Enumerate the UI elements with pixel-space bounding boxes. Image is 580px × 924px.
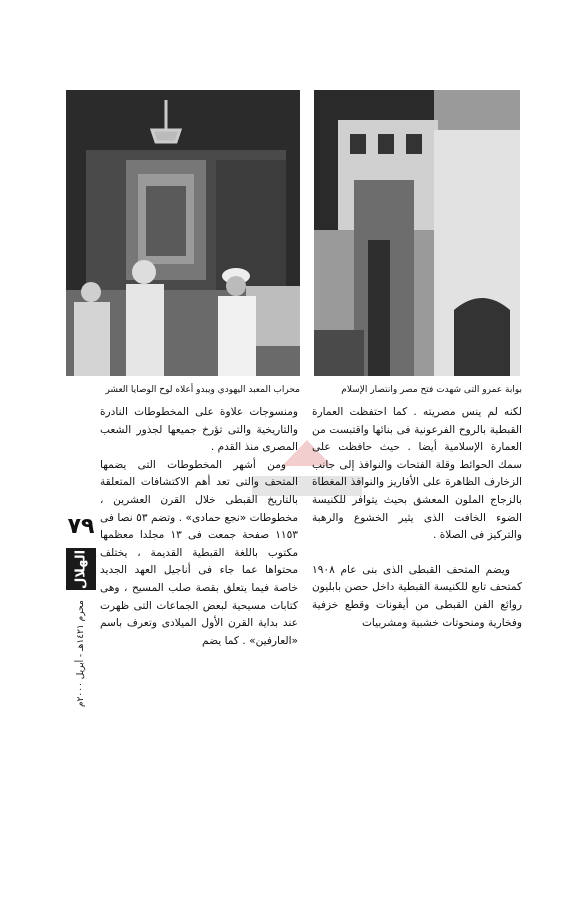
- paragraph: ومنسوجات علاوة على المخطوطات النادرة والتاريخية والتى تؤرخ جميعها لجذور الشعب المصرى منذ القدم .: [100, 406, 298, 454]
- synagogue-altar-photo: [66, 90, 300, 376]
- article-right-column: [312, 404, 522, 632]
- right-photo-caption: بوابة عمرو التى شهدت فتح مصر وانتصار الإسلام: [341, 385, 522, 395]
- left-photo-caption: محراب المعبد اليهودي ويبدو أعلاه لوح الوصايا العشر: [105, 385, 300, 395]
- article-left-column: [100, 404, 298, 650]
- paragraph: لكنه لم ينس مصريته . كما احتفظت العمارة القبطية بالروح الفرعونية فى بنائها واقتبست من العمارة الإسلامية أيضا . حيث حافظت على سمك الحوائط وقلة الفتحات والنوافذ إلى جانب الزخارف الظاهرة على الأفاريز والنوافذ المغطاة بالزجاج الملون المعشق بحيث يتوافر للكنيسة الضوء الخافت الذى يثير الخشوع والرهبة والتركيز فى الصلاة .: [312, 406, 522, 542]
- amr-gate-photo: [314, 90, 520, 376]
- paragraph: ومن أشهر المخطوطات التى يضمها المتحف والتى تعد أهم الاكتشافات المتعلقة بالتاريخ القبطى خلال القرن العشرين ، مخطوطات «نجع حمادى» . وتضم ٥٣ نصا فى ١١٥٣ صفحة جمعت فى ١٣ مجلدا معظمها مكتوب باللغة القبطية القديمة ، يختلف محتواها عما جاء فى أناجيل العهد الجديد خاصة فيما يتعلق بقصة صلب المسيح ، وهى كتابات مسيحية لبعض الجماعات التى ظهرت عند بداية القرن الأول الميلادى وتعرف باسم «العارفين» . كما يضم: [100, 458, 298, 647]
- page-number: ٧٩: [67, 514, 95, 539]
- magazine-logo: الهلال: [66, 548, 96, 590]
- paragraph: ويضم المتحف القبطى الذى بنى عام ١٩٠٨ كمتحف تابع للكنيسة القبطية داخل حصن بابليون روائع الفن القبطى من أيقونات وقطع خزفية وفخارية ومنحوتات خشبية ومشربيات: [312, 563, 522, 629]
- issue-date: محرم ١٤٢١هـ - أبريل ٢٠٠٠م: [76, 600, 86, 707]
